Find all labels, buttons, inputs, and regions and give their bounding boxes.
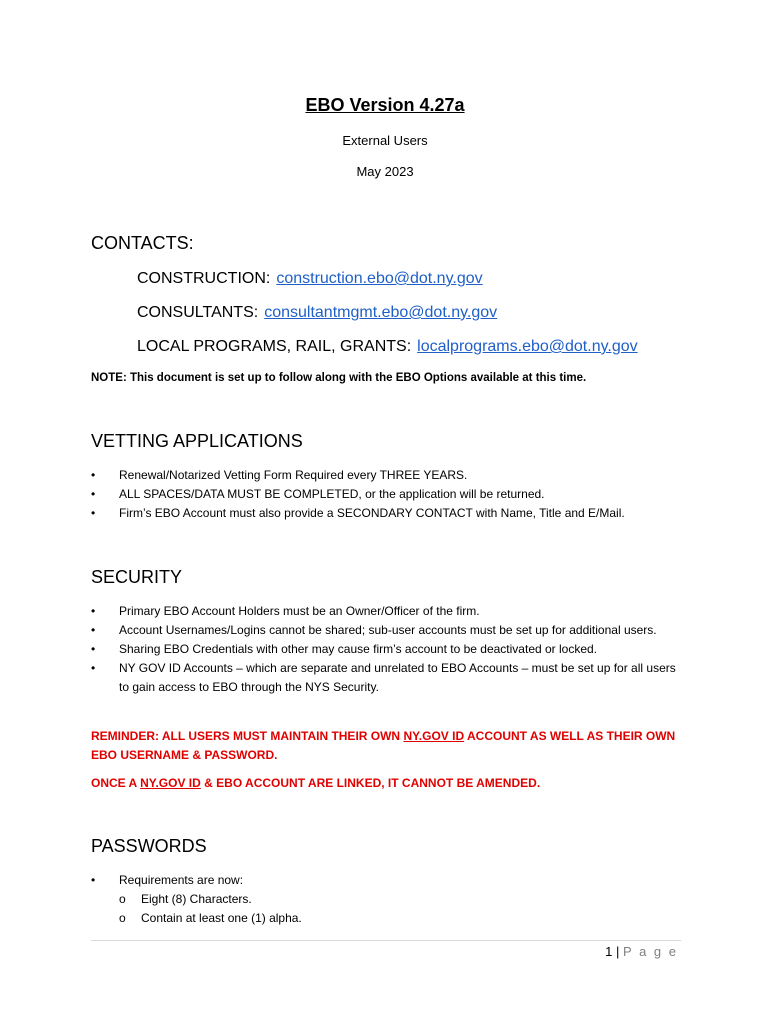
list-item: o Eight (8) Characters. — [119, 890, 681, 909]
contact-label: CONSULTANTS: — [137, 304, 259, 321]
page-footer — [605, 944, 678, 959]
password-requirements — [119, 890, 681, 928]
list-item: • Renewal/Notarized Vetting Form Required every THREE YEARS. — [91, 466, 681, 485]
linked-warning — [91, 774, 681, 793]
list-item: • NY GOV ID Accounts – which are separate and unrelated to EBO Accounts – must be set up for all users to gain access to EBO through the NYS Security. — [91, 659, 681, 697]
passwords-list — [91, 871, 681, 928]
ny-gov-id-link[interactable]: NY.GOV ID — [140, 776, 201, 790]
security-heading: SECURITY — [91, 567, 183, 587]
list-item — [91, 871, 681, 928]
list-item: • Sharing EBO Credentials with other may cause firm’s account to be deactivated or locked. — [91, 640, 681, 659]
list-item: • Primary EBO Account Holders must be an Owner/Officer of the firm. — [91, 602, 681, 621]
vetting-list — [91, 466, 681, 523]
contact-construction — [137, 270, 483, 288]
list-item-text: Requirements are now: — [119, 873, 244, 887]
document-title: EBO Version 4.27a — [305, 95, 465, 115]
page-label: P a g e — [623, 944, 678, 959]
contacts-heading: CONTACTS: — [91, 233, 194, 253]
list-item: • Account Usernames/Logins cannot be shared; sub-user accounts must be set up for additional users. — [91, 621, 681, 640]
page-separator: | — [616, 944, 620, 959]
list-item: • ALL SPACES/DATA MUST BE COMPLETED, or the application will be returned. — [91, 485, 681, 504]
ny-gov-id-link[interactable]: NY.GOV ID — [403, 729, 465, 743]
reminder-text — [91, 727, 681, 765]
construction-email-link[interactable]: construction.ebo@dot.ny.gov — [276, 270, 483, 287]
local-programs-email-link[interactable]: localprograms.ebo@dot.ny.gov — [417, 338, 638, 355]
reminder-part: REMINDER: ALL USERS MUST MAINTAIN THEIR OWN — [91, 729, 404, 743]
list-item: o Contain at least one (1) alpha. — [119, 909, 681, 928]
footer-divider — [91, 940, 681, 941]
warning-part: ONCE A — [91, 776, 141, 790]
warning-part: & EBO ACCOUNT ARE LINKED, IT CANNOT BE AMENDED. — [200, 776, 541, 790]
reminder-part: ACCOUNT AS WELL AS THEIR OWN EBO USERNAME & PASSWORD. — [91, 729, 676, 762]
page-number: 1 — [605, 944, 613, 959]
contacts-note: NOTE: This document is set up to follow along with the EBO Options available at this time. — [91, 372, 587, 384]
document-audience: External Users — [342, 133, 428, 148]
vetting-heading: VETTING APPLICATIONS — [91, 431, 303, 451]
contact-label: LOCAL PROGRAMS, RAIL, GRANTS: — [137, 338, 412, 355]
contact-consultants — [137, 304, 497, 322]
contact-local-programs — [137, 338, 638, 356]
consultants-email-link[interactable]: consultantmgmt.ebo@dot.ny.gov — [264, 304, 498, 321]
contact-label: CONSTRUCTION: — [137, 270, 271, 287]
list-item: • Firm’s EBO Account must also provide a SECONDARY CONTACT with Name, Title and E/Mail. — [91, 504, 681, 523]
security-list — [91, 602, 681, 697]
passwords-heading: PASSWORDS — [91, 836, 207, 856]
document-date: May 2023 — [356, 164, 414, 179]
